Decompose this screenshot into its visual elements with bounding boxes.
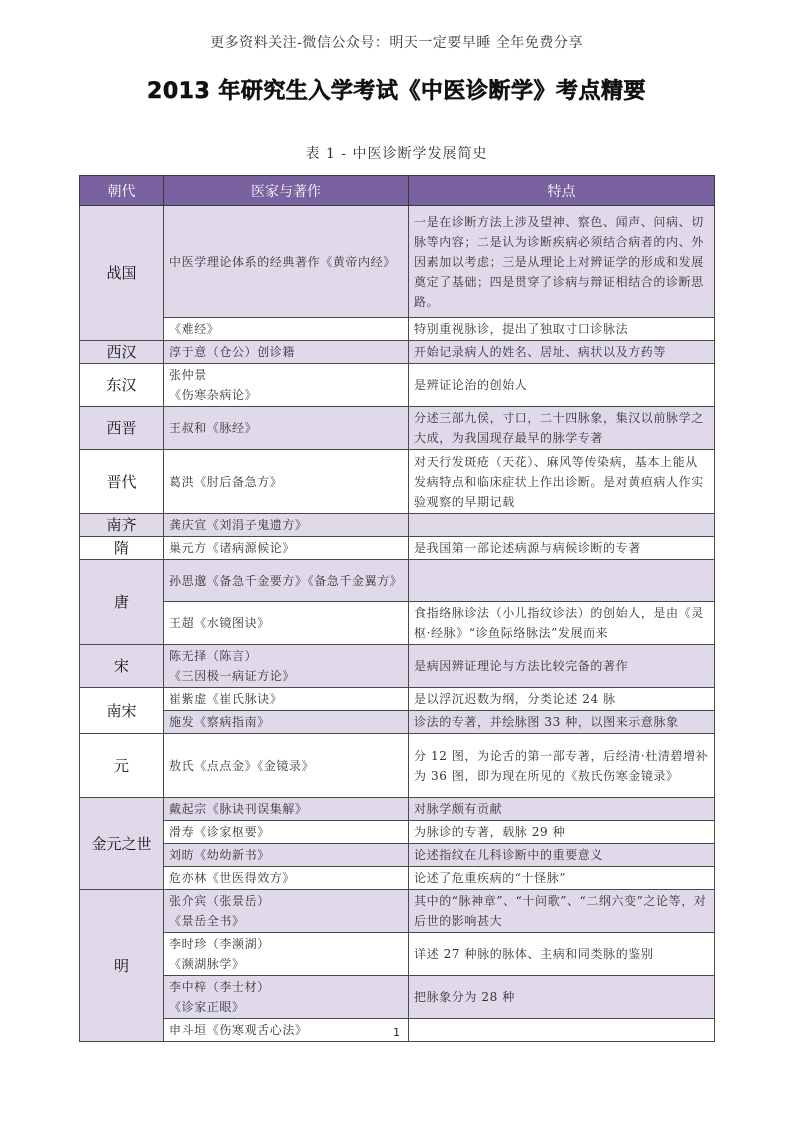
book-title: 《诊家正眼》 [169, 1000, 245, 1014]
physician-name: 陈无择（陈言） [169, 649, 258, 663]
table-row [80, 867, 715, 890]
table-row [80, 206, 715, 318]
table-row [80, 341, 715, 364]
features-cell: 把脉象分为 28 种 [409, 976, 715, 1019]
features-cell: 是以浮沉迟数为纲，分类论述 24 脉 [409, 688, 715, 711]
dynasty-cell: 西晋 [80, 407, 164, 450]
works-cell: 淳于意（仓公）创诊籍 [164, 341, 409, 364]
table-row [80, 364, 715, 407]
works-cell: 王超《水镜图诀》 [164, 602, 409, 645]
features-cell: 其中的“脉神章”、“十问歌”、“二纲六变”之论等，对后世的影响甚大 [409, 890, 715, 933]
dynasty-cell: 明 [80, 890, 164, 1042]
physician-name: 李时珍（李濒湖） [169, 937, 270, 951]
works-cell: 崔紫虚《崔氏脉诀》 [164, 688, 409, 711]
physician-name: 张仲景 [169, 368, 207, 382]
dynasty-cell: 晋代 [80, 450, 164, 514]
dynasty-cell: 金元之世 [80, 798, 164, 890]
works-cell: 申斗垣《伤寒观舌心法》 [164, 1019, 409, 1042]
features-cell: 开始记录病人的姓名、居址、病状以及方药等 [409, 341, 715, 364]
table-row [80, 798, 715, 821]
dynasty-cell: 隋 [80, 537, 164, 560]
features-cell: 对天行发斑疮（天花）、麻风等传染病，基本上能从发病特点和临床症状上作出诊断。是对黄疸病人作实验观察的早期记载 [409, 450, 715, 514]
table-row [80, 645, 715, 688]
physician-name: 李中梓（李士材） [169, 980, 270, 994]
book-title: 《伤寒杂病论》 [169, 388, 258, 402]
works-cell: 中医学理论体系的经典著作《黄帝内经》 [164, 206, 409, 318]
column-header-works: 医家与著作 [164, 176, 409, 206]
book-title: 《濒湖脉学》 [169, 957, 245, 971]
table-row [80, 933, 715, 976]
works-cell: 王叔和《脉经》 [164, 407, 409, 450]
features-cell: 是病因辨证理论与方法比较完备的著作 [409, 645, 715, 688]
dynasty-cell: 战国 [80, 206, 164, 341]
table-row [80, 318, 715, 341]
table-row [80, 821, 715, 844]
works-cell [164, 890, 409, 933]
watermark-text: 更多资料关注-微信公众号：明天一定要早睡 全年免费分享 [210, 35, 583, 51]
dynasty-cell: 南宋 [80, 688, 164, 734]
table-row [80, 450, 715, 514]
table-row [80, 734, 715, 798]
column-header-dynasty: 朝代 [80, 176, 164, 206]
dynasty-cell: 南齐 [80, 514, 164, 537]
table-row [80, 514, 715, 537]
table-caption: 表 1 - 中医诊断学发展简史 [305, 146, 488, 162]
works-cell: 龚庆宣《刘涓子鬼遗方》 [164, 514, 409, 537]
dynasty-cell: 宋 [80, 645, 164, 688]
features-cell: 是辨证论治的创始人 [409, 364, 715, 407]
features-cell: 分述三部九侯，寸口，二十四脉象，集汉以前脉学之大成，为我国现存最早的脉学专著 [409, 407, 715, 450]
features-cell [409, 560, 715, 602]
features-cell: 分 12 图，为论舌的第一部专著，后经清·杜清碧增补为 36 图，即为现在所见的《敖氏伤寒金镜录》 [409, 734, 715, 798]
table-row [80, 602, 715, 645]
dynasty-cell: 唐 [80, 560, 164, 645]
features-cell: 食指络脉诊法（小儿指纹诊法）的创始人，是由《灵枢·经脉》“诊鱼际络脉法”发展而来 [409, 602, 715, 645]
table-row [80, 711, 715, 734]
works-cell: 孙思邈《备急千金要方》《备急千金翼方》 [164, 560, 409, 602]
book-title: 《景岳全书》 [169, 914, 245, 928]
features-cell: 特别重视脉诊，提出了独取寸口诊脉法 [409, 318, 715, 341]
table-row [80, 537, 715, 560]
table-header-row [80, 176, 715, 206]
features-cell [409, 514, 715, 537]
dynasty-cell: 东汉 [80, 364, 164, 407]
features-cell: 详述 27 种脉的脉体、主病和同类脉的鉴别 [409, 933, 715, 976]
features-cell: 论述了危重疾病的“十怪脉” [409, 867, 715, 890]
works-cell: 施发《察病指南》 [164, 711, 409, 734]
physician-name: 张介宾（张景岳） [169, 894, 270, 908]
book-title: 《三因极一病证方论》 [169, 669, 296, 683]
dynasty-cell: 元 [80, 734, 164, 798]
table-row [80, 844, 715, 867]
features-cell: 对脉学颇有贡献 [409, 798, 715, 821]
column-header-features: 特点 [409, 176, 715, 206]
dynasty-cell: 西汉 [80, 341, 164, 364]
works-cell [164, 976, 409, 1019]
features-cell: 是我国第一部论述病源与病候诊断的专著 [409, 537, 715, 560]
works-cell: 危亦林《世医得效方》 [164, 867, 409, 890]
works-cell: 敖氏《点点金》《金镜录》 [164, 734, 409, 798]
works-cell: 《难经》 [164, 318, 409, 341]
table-row [80, 407, 715, 450]
works-cell: 葛洪《肘后备急方》 [164, 450, 409, 514]
table-row [80, 890, 715, 933]
works-cell: 刘昉《幼幼新书》 [164, 844, 409, 867]
works-cell [164, 364, 409, 407]
works-cell: 巢元方《诸病源候论》 [164, 537, 409, 560]
works-cell: 戴起宗《脉诀刊误集解》 [164, 798, 409, 821]
works-cell [164, 645, 409, 688]
works-cell [164, 933, 409, 976]
dynasty-history-table [79, 175, 715, 1042]
table-row [80, 688, 715, 711]
features-cell: 为脉诊的专著，载脉 29 种 [409, 821, 715, 844]
table-row [80, 976, 715, 1019]
features-cell: 论述指纹在儿科诊断中的重要意义 [409, 844, 715, 867]
table-row [80, 560, 715, 602]
page-number: 1 [393, 1026, 400, 1039]
features-cell: 一是在诊断方法上涉及望神、察色、闻声、问病、切脉等内容；二是认为诊断疾病必须结合病者的内、外因素加以考虑；三是从理论上对辨证学的形成和发展奠定了基础；四是贯穿了诊病与辩证相结合的诊断思路。 [409, 206, 715, 318]
works-cell: 滑寿《诊家枢要》 [164, 821, 409, 844]
features-cell: 诊法的专著，并绘脉图 33 种，以图来示意脉象 [409, 711, 715, 734]
document-title: 2013 年研究生入学考试《中医诊断学》考点精要 [147, 79, 646, 104]
